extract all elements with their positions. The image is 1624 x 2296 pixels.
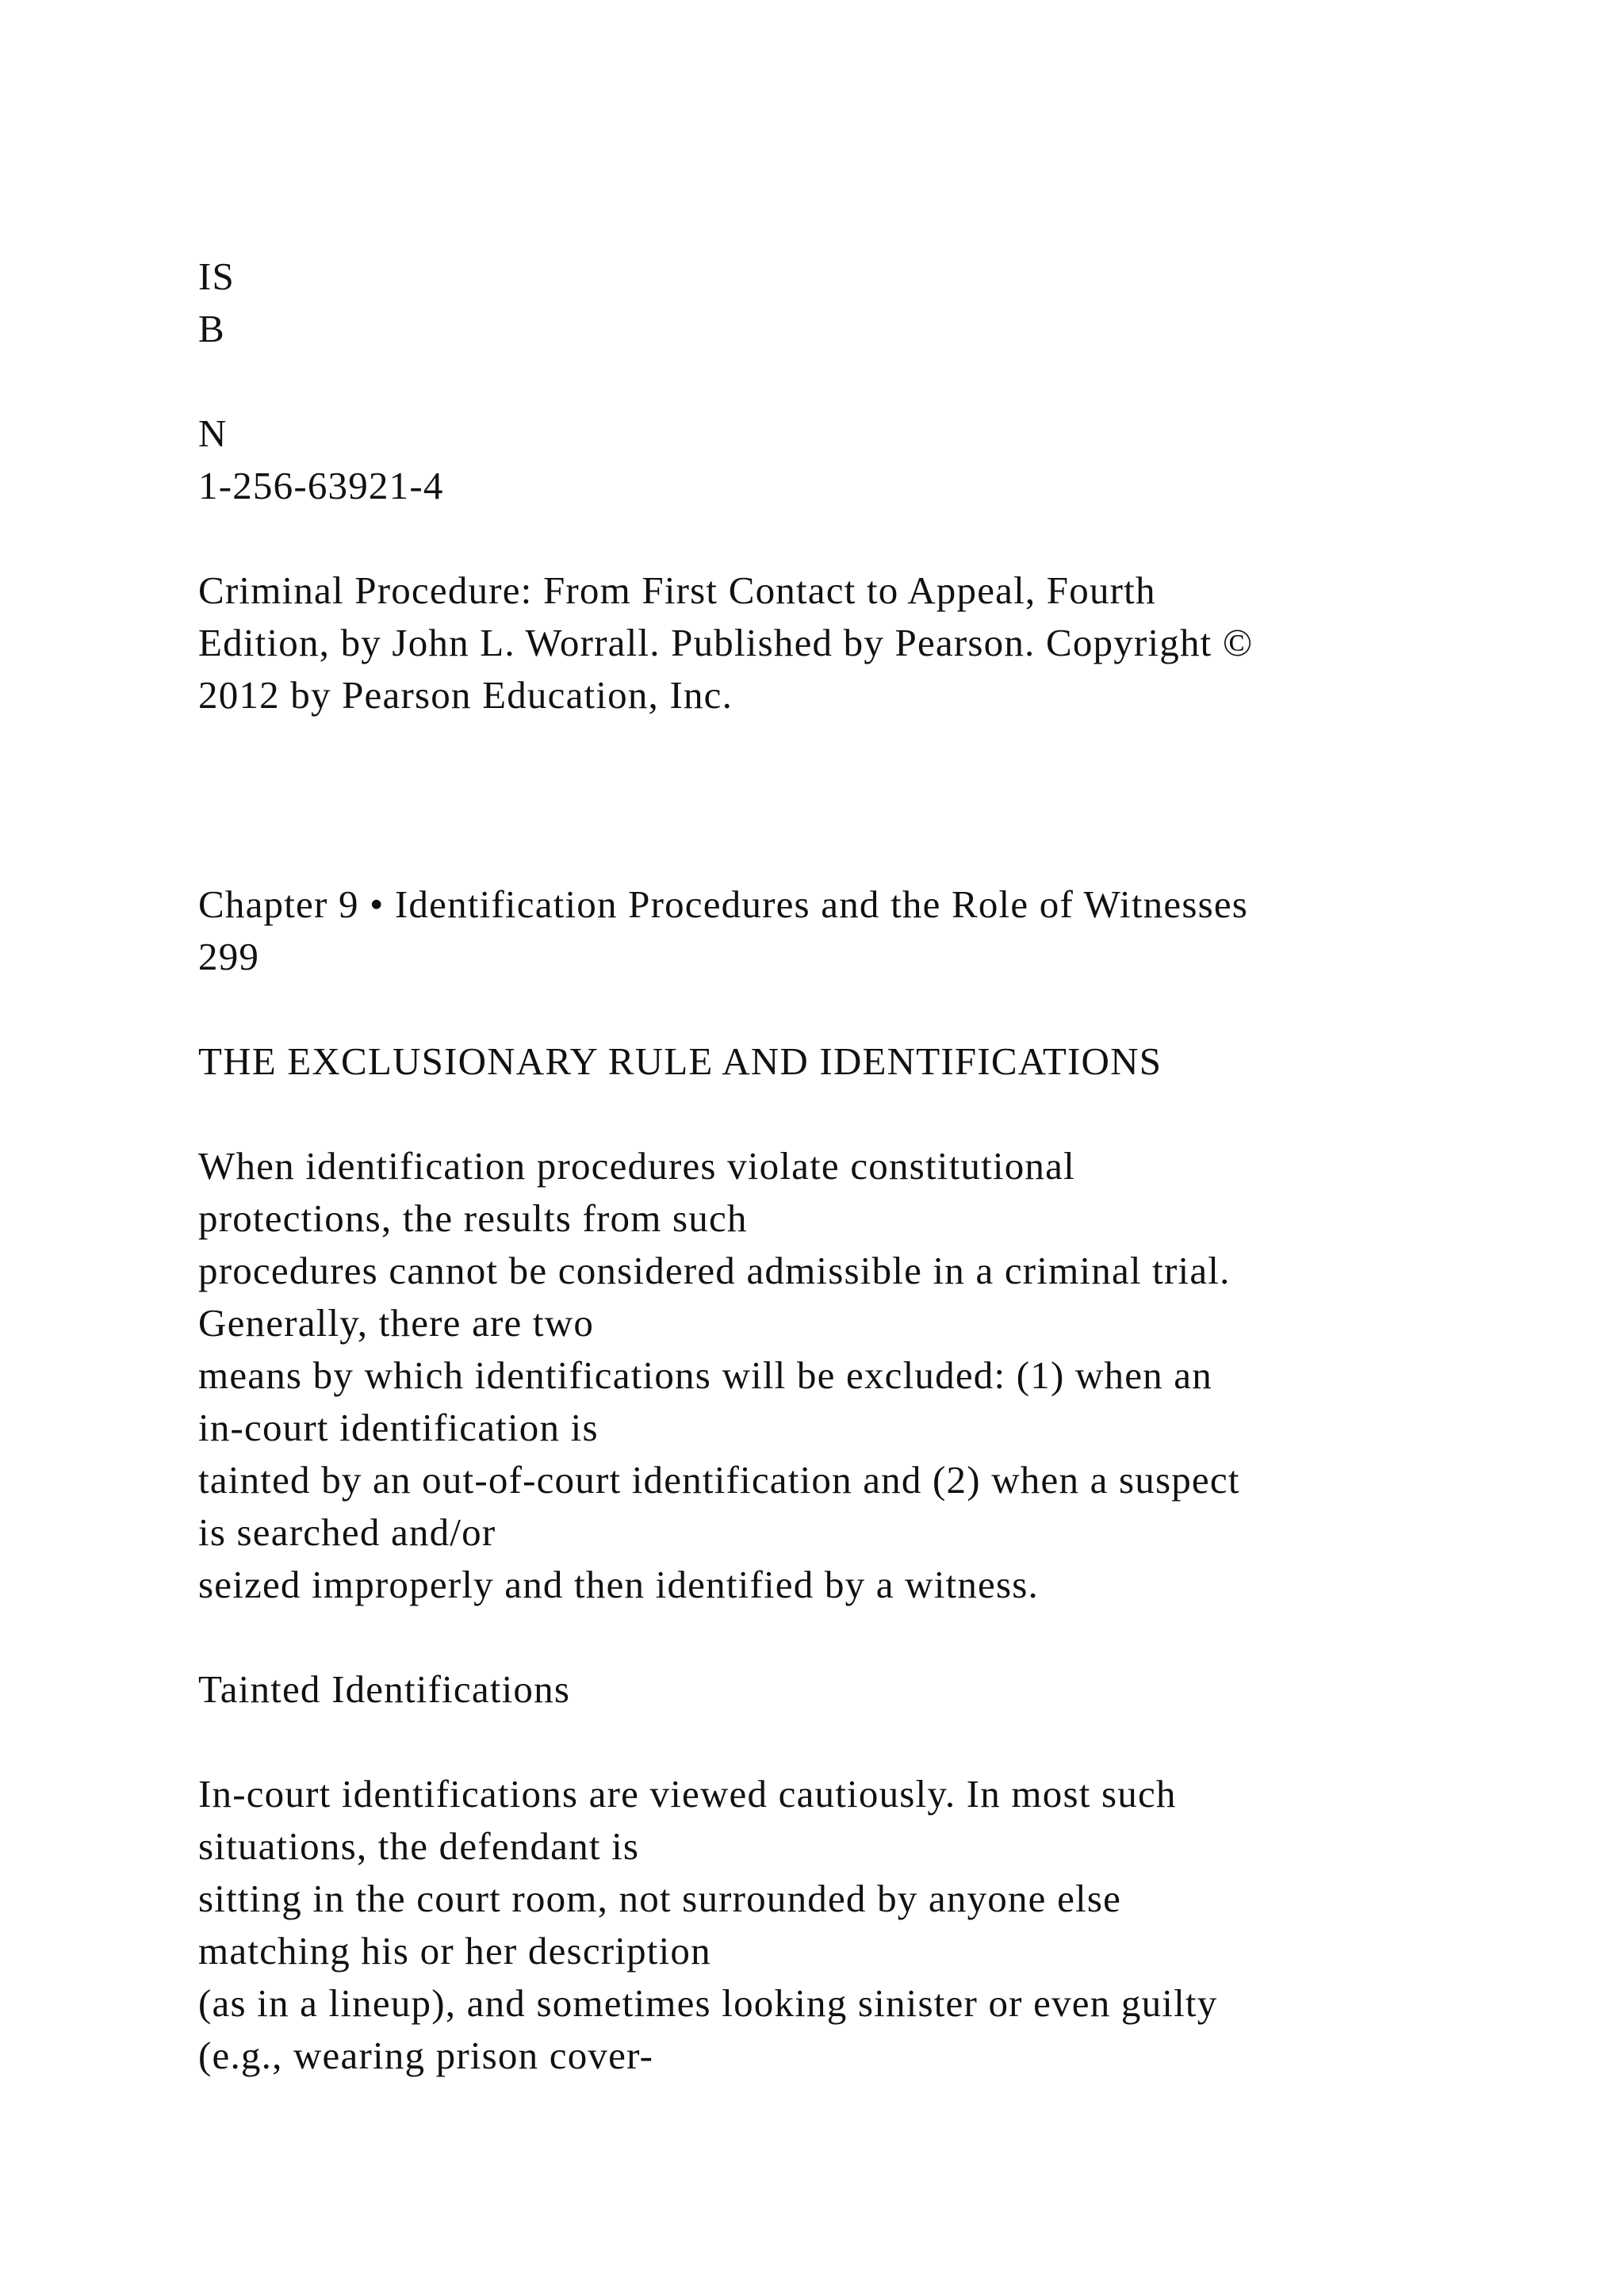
copyright-line: 2012 by Pearson Education, Inc.: [198, 673, 733, 717]
paragraph-line: When identification procedures violate constitutional: [198, 1144, 1075, 1188]
paragraph-line: Generally, there are two: [198, 1301, 595, 1345]
isbn-number: 1-256-63921-4: [198, 464, 444, 507]
paragraph-line: in-court identification is: [198, 1406, 599, 1449]
paragraph-line: sitting in the court room, not surrounded by anyone else: [198, 1877, 1122, 1920]
copyright-line: Edition, by John L. Worrall. Published by Pearson. Copyright ©: [198, 621, 1254, 664]
subheading: Tainted Identifications: [198, 1667, 571, 1711]
isbn-fragment: B: [198, 307, 225, 350]
paragraph-line: is searched and/or: [198, 1510, 496, 1554]
paragraph-line: tainted by an out-of-court identification and (2) when a suspect: [198, 1458, 1240, 1502]
paragraph-line: (e.g., wearing prison cover-: [198, 2034, 654, 2077]
page-number: 299: [198, 935, 260, 978]
paragraph-line: situations, the defendant is: [198, 1824, 640, 1868]
page-content: [198, 251, 1546, 2082]
running-header: Chapter 9 • Identification Procedures and the Role of Witnesses: [198, 882, 1249, 926]
copyright-line: Criminal Procedure: From First Contact to Appeal, Fourth: [198, 568, 1156, 612]
paragraph-line: protections, the results from such: [198, 1196, 748, 1240]
isbn-fragment: IS: [198, 254, 235, 298]
paragraph-line: procedures cannot be considered admissible in a criminal trial.: [198, 1249, 1231, 1292]
paragraph-line: In-court identifications are viewed cautiously. In most such: [198, 1772, 1177, 1816]
paragraph-line: means by which identifications will be excluded: (1) when an: [198, 1353, 1212, 1397]
section-heading: THE EXCLUSIONARY RULE AND IDENTIFICATIONS: [198, 1039, 1162, 1083]
paragraph-line: matching his or her description: [198, 1929, 711, 1973]
isbn-fragment: N: [198, 411, 228, 455]
paragraph-line: (as in a lineup), and sometimes looking sinister or even guilty: [198, 1981, 1218, 2025]
paragraph-line: seized improperly and then identified by a witness.: [198, 1563, 1039, 1606]
